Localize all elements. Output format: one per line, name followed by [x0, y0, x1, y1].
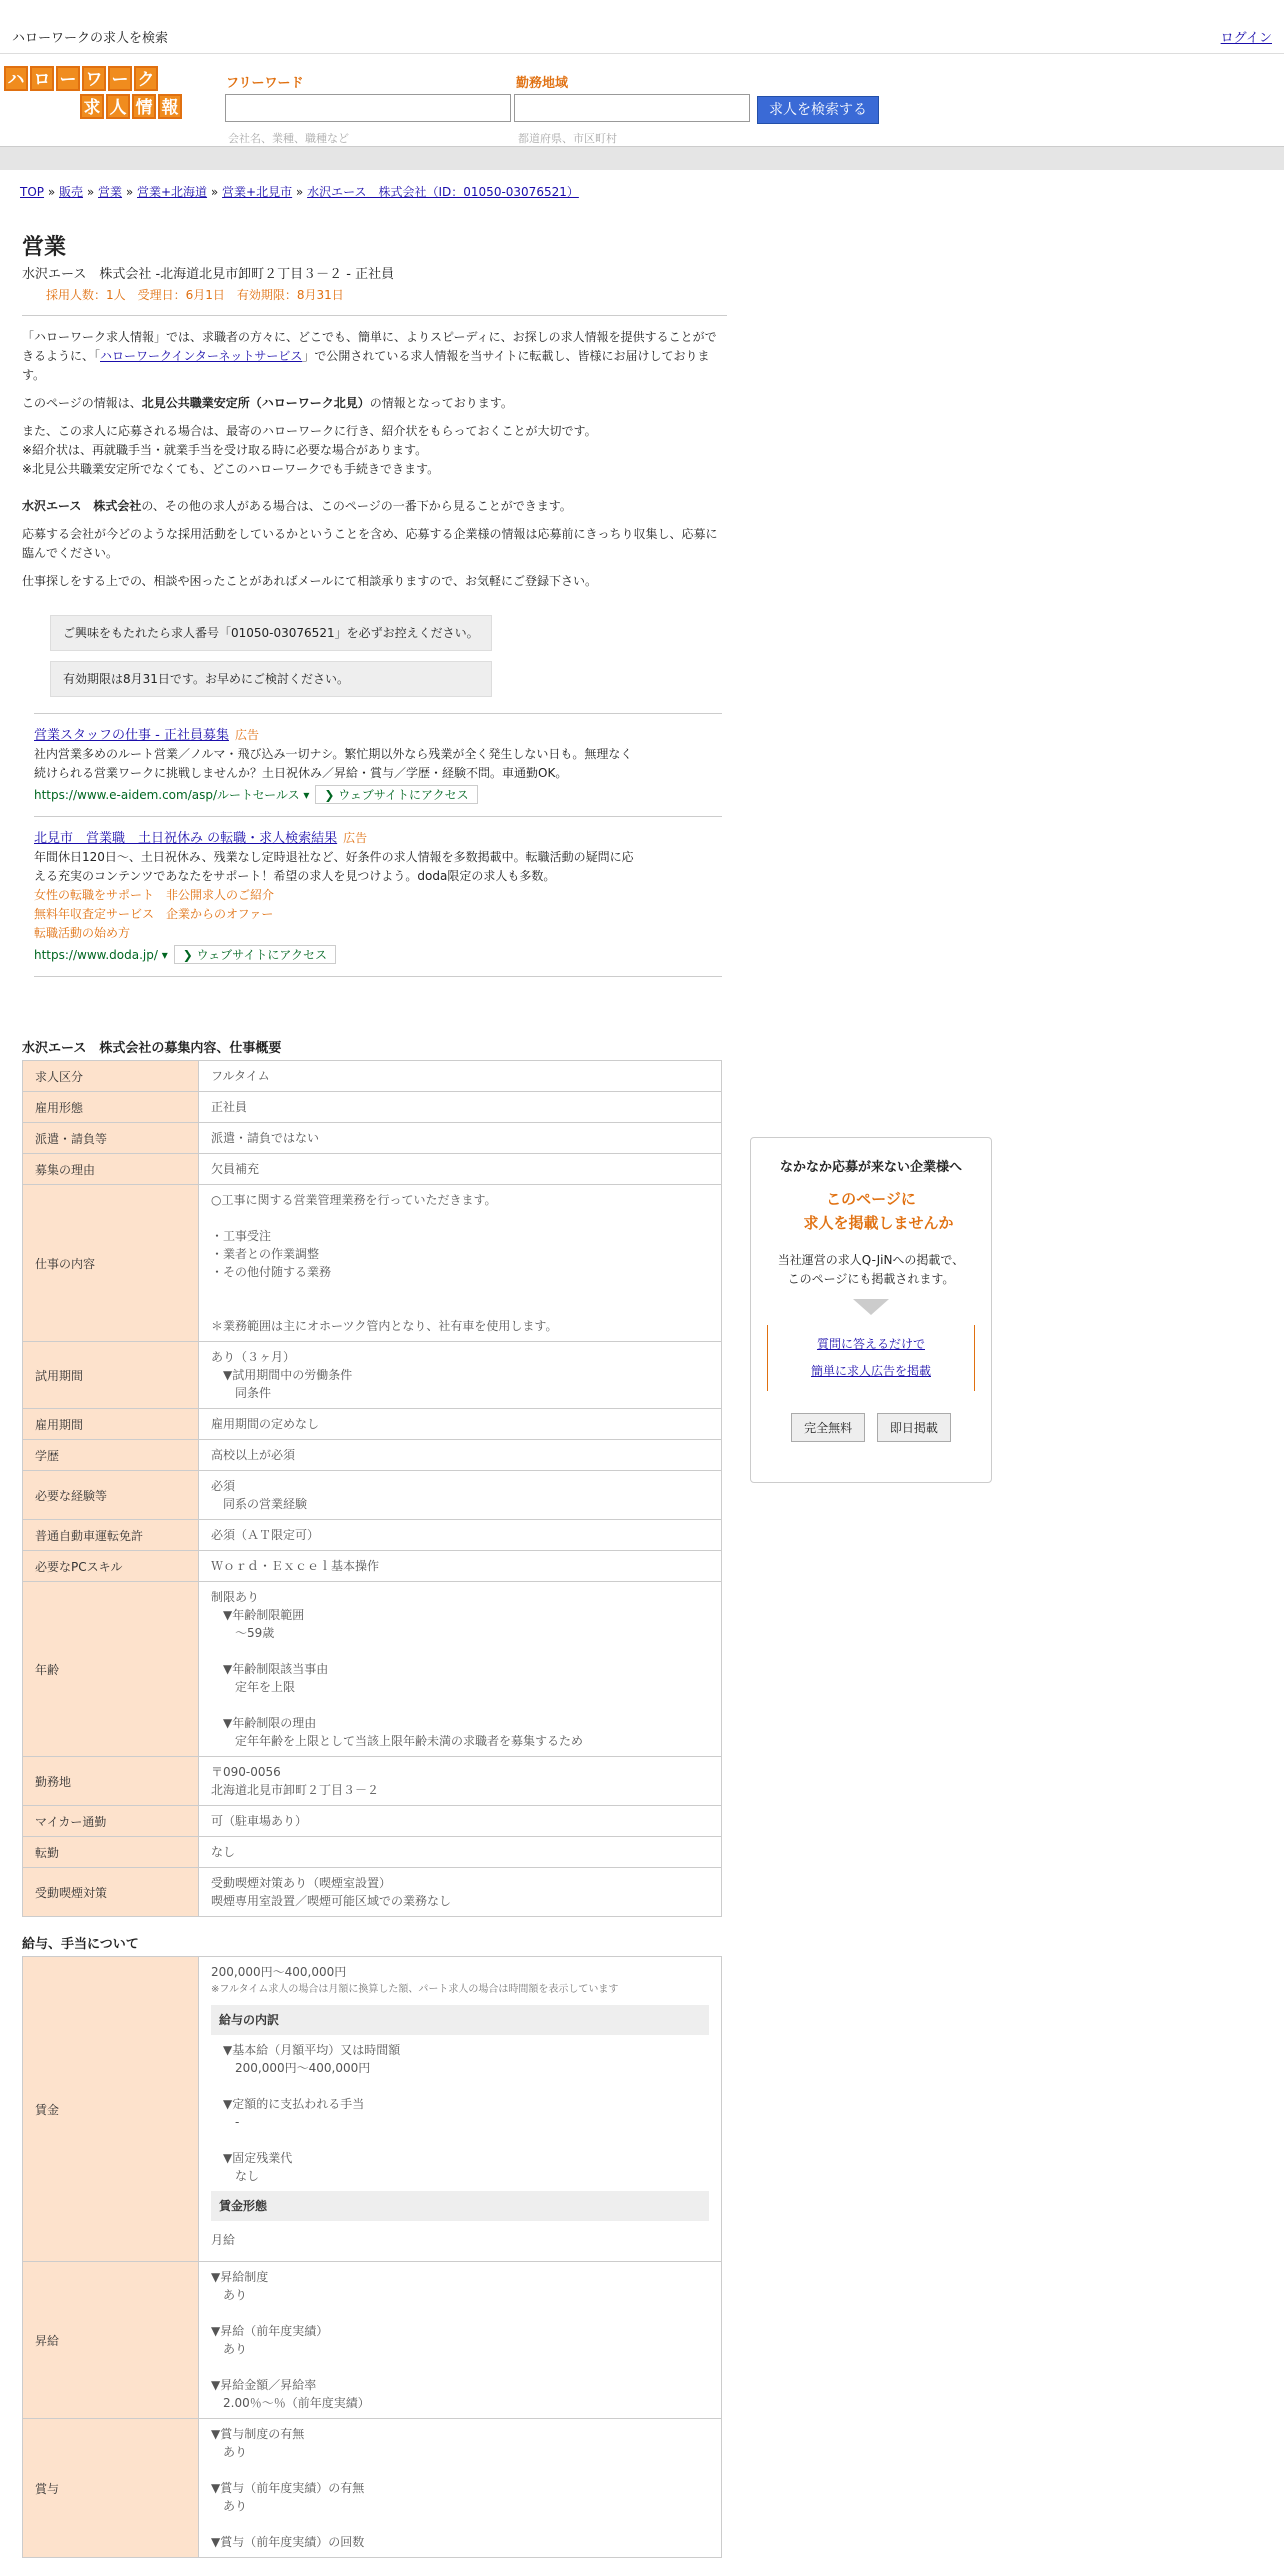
area-placeholder: 都道府県、市区町村	[518, 132, 617, 145]
row-value: フルタイム	[199, 1061, 722, 1092]
breadcrumb-link[interactable]: 水沢エース 株式会社（ID：01050-03076521）	[307, 185, 579, 199]
row-value: Ｗｏｒｄ・Ｅｘｃｅｌ基本操作	[199, 1551, 722, 1582]
breadcrumb-link[interactable]: 販売	[59, 185, 84, 199]
salary-title: 給与、手当について	[22, 1937, 139, 1952]
table-row	[23, 1185, 722, 1342]
sidebox-catchcopy: このページに 求人を掲載しませんか	[803, 1190, 954, 1232]
ad-tag: 広告	[343, 831, 368, 845]
row-value: 可（駐車場あり）	[199, 1806, 722, 1837]
row-value: 〒090-0056 北海道北見市卸町２丁目３－２	[199, 1757, 722, 1806]
expiry-note: 有効期限は8月31日です。お早めにご検討ください。	[50, 661, 492, 697]
row-label: 試用期間	[23, 1342, 199, 1409]
advertise-sidebox	[750, 1137, 992, 1483]
ad-title-link[interactable]: 営業スタッフの仕事 - 正社員募集	[34, 728, 229, 743]
sidebox-link-post-ad[interactable]: 簡単に求人広告を掲載	[810, 1364, 931, 1378]
wage-breakdown: ▼基本給（月額平均）又は時間額 200,000円〜400,000円 ▼定額的に支払われる手当 - ▼固定残業代 なし	[223, 2043, 401, 2183]
table-row	[23, 1409, 722, 1440]
sidebox-buttons	[751, 1413, 991, 1442]
freeword-input[interactable]	[225, 94, 511, 122]
wage-value	[199, 1957, 722, 2262]
logo-char: ー	[56, 66, 80, 91]
bonus-label: 賞与	[23, 2419, 199, 2558]
logo-char: ク	[134, 66, 158, 91]
table-row	[23, 2262, 722, 2419]
table-row	[23, 2419, 722, 2558]
area-label: 勤務地域	[516, 76, 569, 91]
table-row	[23, 1342, 722, 1409]
breadcrumb-link[interactable]: 営業+北見市	[222, 185, 293, 199]
row-value: 欠員補充	[199, 1154, 722, 1185]
row-label: 年齢	[23, 1582, 199, 1757]
intro-paragraph-1: 「ハローワーク求人情報」では、求職者の方々に、どこでも、簡単に、よりスピーディに、お探しの求人情報を提供することができるように、「ハローワークインターネットサービス」で公開されている求人情報を当サイトに転載し、皆様にお届けしております。	[22, 330, 717, 382]
row-value: 制限あり ▼年齢制限範囲 ～59歳 ▼年齢制限該当事由 定年を上限 ▼年齢制限の理由 定年年齢を上限として当該上限年齢未満の求職者を募集するため	[199, 1582, 722, 1757]
sidebox-link-question[interactable]: 質問に答えるだけで	[816, 1337, 925, 1351]
wage-breakdown-head: 給与の内訳	[211, 2005, 709, 2035]
row-value: 派遣・請負ではない	[199, 1123, 722, 1154]
logo-char: ハ	[4, 66, 28, 91]
bonus-value: ▼賞与制度の有無 あり ▼賞与（前年度実績）の有無 あり ▼賞与（前年度実績）の回数	[199, 2419, 722, 2558]
ad-divider	[34, 976, 722, 977]
overview-table	[22, 1060, 722, 1917]
row-label: 必要なPCスキル	[23, 1551, 199, 1582]
table-row	[23, 1154, 722, 1185]
breadcrumb	[20, 183, 579, 200]
row-label: 求人区分	[23, 1061, 199, 1092]
row-value: ○工事に関する営業管理業務を行っていただきます。 ・工事受注 ・業者との作業調整 ・その他付随する業務 ＊業務範囲は主にオホーツク管内となり、社有車を使用します。	[199, 1185, 722, 1342]
hellowork-logo[interactable]	[4, 66, 182, 122]
breadcrumb-separator: »	[292, 185, 308, 199]
table-row	[23, 1757, 722, 1806]
ad-tag: 広告	[234, 728, 259, 742]
ad-sitelink[interactable]: 女性の転職をサポート 非公開求人のご紹介	[34, 888, 275, 902]
table-row	[23, 1061, 722, 1092]
free-button[interactable]: 完全無料	[791, 1413, 865, 1442]
row-value: あり（３ヶ月） ▼試用期間中の労働条件 同条件	[199, 1342, 722, 1409]
same-day-button[interactable]: 即日掲載	[877, 1413, 951, 1442]
row-value: なし	[199, 1837, 722, 1868]
logo-char: ー	[108, 66, 132, 91]
sidebox-heading: なかなか応募が来ない企業様へ	[779, 1160, 962, 1175]
wage-form: 月給	[211, 2233, 236, 2247]
divider	[22, 315, 727, 316]
logo-char: 求	[80, 94, 104, 119]
ad-url[interactable]: https://www.e-aidem.com/asp/ルートセールス	[34, 788, 300, 802]
intro-paragraph-6: 仕事探しをする上での、相談や困ったことがあればメールにて相談承りますので、お気軽にご登録下さい。	[22, 574, 598, 588]
ad-sitelink[interactable]: 無料年収査定サービス 企業からのオファー	[34, 907, 274, 921]
ad-body: 年間休日120日～、土日祝休み、残業なし定時退社など、好条件の求人情報を多数掲載中。転職活動の疑問に応える充実のコンテンツであなたをサポート！希望の求人を見つけよう。doda限定の求人も多数。	[34, 850, 634, 883]
freeword-label: フリーワード	[226, 76, 304, 91]
row-value: 受動喫煙対策あり（喫煙室設置） 喫煙専用室設置／喫煙可能区域での業務なし	[199, 1868, 722, 1917]
logo-char: ワ	[82, 66, 106, 91]
search-header	[0, 54, 1284, 146]
sidebox-description: 当社運営の求人Q-JiNへの掲載で、 このページにも掲載されます。	[777, 1253, 965, 1286]
wage-range: 200,000円〜400,000円	[211, 1965, 347, 1979]
job-number-note: ご興味をもたれたら求人番号「01050-03076521」を必ずお控えください。	[50, 615, 492, 651]
divider-band	[0, 146, 1284, 170]
intro-paragraph-3: また、この求人に応募される場合は、最寄のハローワークに行き、紹介状をもらっておくことが大切です。 ※紹介状は、再就職手当・就業手当を受け取る時に必要な場合があります。 ※北見公共職業安定所でなくても、どこのハローワークでも手続きできます。	[22, 424, 597, 476]
table-row	[23, 1957, 722, 2262]
wage-note: ※フルタイム求人の場合は月額に換算した額、パート求人の場合は時間額を表示しています	[211, 1984, 619, 1995]
job-title: 営業	[22, 235, 67, 260]
row-label: 学歴	[23, 1440, 199, 1471]
job-subtitle: 水沢エース 株式会社 -北海道北見市卸町２丁目３－２ - 正社員	[22, 267, 395, 282]
row-label: 受動喫煙対策	[23, 1868, 199, 1917]
breadcrumb-link[interactable]: 営業+北海道	[137, 185, 208, 199]
top-bar	[0, 0, 1284, 54]
breadcrumb-separator: »	[122, 185, 137, 199]
ad-body: 社内営業多めのルート営業／ノルマ・飛び込み一切ナシ。繁忙期以外なら残業が全く発生しない日も。無理なく続けられる営業ワークに挑戦しませんか？土日祝休み／昇給・賞与／学歴・経験不問。車通勤OK。	[34, 747, 633, 780]
table-row	[23, 1806, 722, 1837]
table-row	[23, 1551, 722, 1582]
row-label: 普通自動車運転免許	[23, 1520, 199, 1551]
row-value: 高校以上が必須	[199, 1440, 722, 1471]
row-value: 必須（ＡＴ限定可）	[199, 1520, 722, 1551]
ad-section	[22, 713, 727, 976]
sidebox-links	[767, 1325, 975, 1391]
row-label: 転勤	[23, 1837, 199, 1868]
row-value: 雇用期間の定めなし	[199, 1409, 722, 1440]
row-value: 正社員	[199, 1092, 722, 1123]
main-content	[22, 230, 727, 2558]
logo-char: 人	[106, 94, 130, 119]
breadcrumb-separator: »	[207, 185, 223, 199]
login-link[interactable]: ログイン	[1220, 31, 1272, 46]
table-row	[23, 1868, 722, 1917]
table-row	[23, 1123, 722, 1154]
row-label: 勤務地	[23, 1757, 199, 1806]
ad-block: 北見市 営業職 土日祝休み の転職・求人検索結果 広告 年間休日120日～、土日祝休み、残業なし定時退社など、好条件の求人情報を多数掲載中。転職活動の疑問に応える充実のコンテンツであなたをサポート！希望の求人を見つけよう。doda限定の求人も多数。 女性の転職をサポート 非公開求人のご紹介 無料年収査定サービス 企業からのオファー 転職活動の始め方 https://www.doda.jp/ ▾ ❯ ウェブサイトにアクセス	[34, 816, 722, 976]
row-label: 雇用期間	[23, 1409, 199, 1440]
raise-label: 昇給	[23, 2262, 199, 2419]
visit-website-button[interactable]: ❯ ウェブサイトにアクセス	[174, 945, 336, 964]
breadcrumb-separator: »	[83, 185, 98, 199]
freeword-placeholder: 会社名、業種、職種など	[228, 132, 349, 145]
logo-char: ロ	[30, 66, 54, 91]
table-row	[23, 1837, 722, 1868]
ad-title-link[interactable]: 北見市 営業職 土日祝休み の転職・求人検索結果	[34, 831, 338, 846]
visit-website-button[interactable]: ❯ ウェブサイトにアクセス	[315, 785, 477, 804]
intro-paragraph-2: このページの情報は、北見公共職業安定所（ハローワーク北見）の情報となっております。	[22, 396, 513, 410]
table-row	[23, 1471, 722, 1520]
down-arrow-icon	[853, 1299, 889, 1315]
logo-char: 情	[132, 94, 156, 119]
row-label: 必要な経験等	[23, 1471, 199, 1520]
area-input[interactable]	[514, 94, 750, 122]
ad-url[interactable]: https://www.doda.jp/	[34, 948, 158, 962]
site-title: ハローワークの求人を検索	[12, 31, 169, 46]
row-label: 募集の理由	[23, 1154, 199, 1185]
breadcrumb-link[interactable]: 営業	[98, 185, 123, 199]
breadcrumb-separator: »	[44, 185, 59, 199]
intro-section	[22, 328, 727, 697]
breadcrumb-link[interactable]: TOP	[20, 185, 45, 199]
raise-value: ▼昇給制度 あり ▼昇給（前年度実績） あり ▼昇給金額／昇給率 2.00％〜％（前年度実績）	[199, 2262, 722, 2419]
row-value: 必須 同系の営業経験	[199, 1471, 722, 1520]
logo-char: 報	[158, 94, 182, 119]
table-row	[23, 1582, 722, 1757]
ad-block: 営業スタッフの仕事 - 正社員募集 広告 社内営業多めのルート営業／ノルマ・飛び込み一切ナシ。繁忙期以外なら残業が全く発生しない日も。無理なく続けられる営業ワークに挑戦しませんか？土日祝休み／昇給・賞与／学歴・経験不問。車通勤OK。 https://www.e-aidem.com/asp/ルートセールス ▾ ❯ ウェブサイトにアクセス	[34, 713, 722, 816]
row-label: マイカー通勤	[23, 1806, 199, 1837]
ad-sitelink[interactable]: 転職活動の始め方	[34, 926, 131, 940]
hellowork-internet-link[interactable]: ハローワークインターネットサービス	[100, 349, 303, 363]
table-row	[23, 1092, 722, 1123]
wage-form-head: 賃金形態	[211, 2191, 709, 2221]
overview-title: 水沢エース 株式会社の募集内容、仕事概要	[22, 1041, 282, 1056]
row-label: 仕事の内容	[23, 1185, 199, 1342]
salary-table	[22, 1956, 722, 2558]
intro-paragraph-4: 水沢エース 株式会社の、その他の求人がある場合は、このページの一番下から見ることができます。	[22, 499, 572, 513]
job-meta: 採用人数：1人 受理日：6月1日 有効期限：8月31日	[46, 288, 344, 302]
intro-paragraph-5: 応募する会社が今どのような採用活動をしているかということを含め、応募する企業様の情報は応募前にきっちり収集し、応募に臨んでください。	[22, 527, 718, 560]
table-row	[23, 1440, 722, 1471]
search-button[interactable]: 求人を検索する	[757, 96, 879, 124]
wage-label: 賃金	[23, 1957, 199, 2262]
row-label: 雇用形態	[23, 1092, 199, 1123]
row-label: 派遣・請負等	[23, 1123, 199, 1154]
table-row	[23, 1520, 722, 1551]
